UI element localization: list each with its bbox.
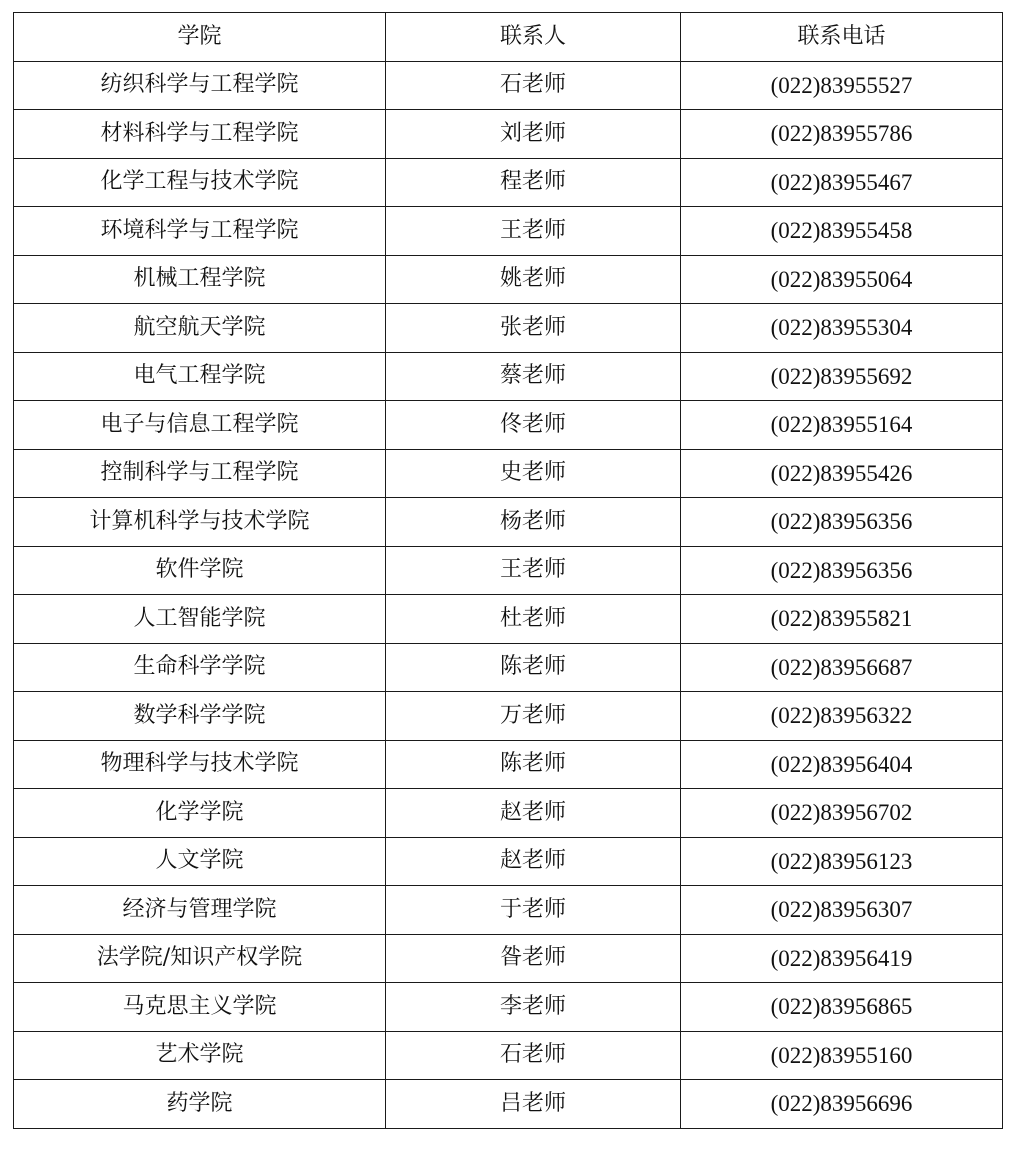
table-row	[14, 158, 1003, 207]
college-cell: 法学院/知识产权学院	[14, 934, 386, 983]
contact-cell: 于老师	[386, 886, 681, 935]
phone-cell: (022)83956123	[681, 837, 1003, 886]
contact-cell: 程老师	[386, 158, 681, 207]
phone-cell: (022)83956419	[681, 934, 1003, 983]
phone-cell: (022)83955527	[681, 61, 1003, 110]
table-row	[14, 304, 1003, 353]
contact-cell: 张老师	[386, 304, 681, 353]
phone-cell: (022)83955426	[681, 449, 1003, 498]
college-cell: 生命科学学院	[14, 643, 386, 692]
table-row	[14, 692, 1003, 741]
contact-cell: 石老师	[386, 61, 681, 110]
table-row	[14, 110, 1003, 159]
college-cell: 机械工程学院	[14, 255, 386, 304]
phone-cell: (022)83956696	[681, 1080, 1003, 1129]
contact-cell: 吕老师	[386, 1080, 681, 1129]
contact-cell: 杜老师	[386, 595, 681, 644]
table-row	[14, 1080, 1003, 1129]
table-row	[14, 1031, 1003, 1080]
college-cell: 人文学院	[14, 837, 386, 886]
contact-cell: 杨老师	[386, 498, 681, 547]
contact-cell: 蔡老师	[386, 352, 681, 401]
college-cell: 材料科学与工程学院	[14, 110, 386, 159]
table-row	[14, 595, 1003, 644]
table-row	[14, 352, 1003, 401]
college-cell: 化学学院	[14, 789, 386, 838]
phone-cell: (022)83956865	[681, 983, 1003, 1032]
college-cell: 化学工程与技术学院	[14, 158, 386, 207]
table-row	[14, 498, 1003, 547]
college-cell: 物理科学与技术学院	[14, 740, 386, 789]
table-row	[14, 837, 1003, 886]
college-cell: 药学院	[14, 1080, 386, 1129]
phone-cell: (022)83955821	[681, 595, 1003, 644]
college-cell: 艺术学院	[14, 1031, 386, 1080]
header-college: 学院	[14, 13, 386, 62]
phone-cell: (022)83955692	[681, 352, 1003, 401]
college-cell: 数学科学学院	[14, 692, 386, 741]
phone-cell: (022)83956356	[681, 498, 1003, 547]
table-header-row	[14, 13, 1003, 62]
contact-cell: 石老师	[386, 1031, 681, 1080]
contact-cell: 万老师	[386, 692, 681, 741]
college-cell: 电气工程学院	[14, 352, 386, 401]
table-row	[14, 643, 1003, 692]
college-cell: 控制科学与工程学院	[14, 449, 386, 498]
contact-cell: 姚老师	[386, 255, 681, 304]
phone-cell: (022)83956322	[681, 692, 1003, 741]
college-cell: 马克思主义学院	[14, 983, 386, 1032]
table-row	[14, 789, 1003, 838]
college-cell: 经济与管理学院	[14, 886, 386, 935]
college-cell: 航空航天学院	[14, 304, 386, 353]
college-cell: 纺织科学与工程学院	[14, 61, 386, 110]
table-row	[14, 934, 1003, 983]
phone-cell: (022)83955160	[681, 1031, 1003, 1080]
contact-cell: 史老师	[386, 449, 681, 498]
contact-cell: 陈老师	[386, 643, 681, 692]
contact-cell: 佟老师	[386, 401, 681, 450]
table-row	[14, 886, 1003, 935]
table-row	[14, 207, 1003, 256]
college-cell: 计算机科学与技术学院	[14, 498, 386, 547]
table-body	[14, 61, 1003, 1128]
phone-cell: (022)83955064	[681, 255, 1003, 304]
phone-cell: (022)83956687	[681, 643, 1003, 692]
header-contact: 联系人	[386, 13, 681, 62]
phone-cell: (022)83956702	[681, 789, 1003, 838]
table-row	[14, 255, 1003, 304]
phone-cell: (022)83956307	[681, 886, 1003, 935]
college-cell: 环境科学与工程学院	[14, 207, 386, 256]
contact-cell: 赵老师	[386, 789, 681, 838]
contact-cell: 刘老师	[386, 110, 681, 159]
phone-cell: (022)83955164	[681, 401, 1003, 450]
table-row	[14, 740, 1003, 789]
college-cell: 电子与信息工程学院	[14, 401, 386, 450]
contact-cell: 王老师	[386, 546, 681, 595]
contact-table	[13, 12, 1003, 1129]
contact-cell: 昝老师	[386, 934, 681, 983]
table-row	[14, 401, 1003, 450]
phone-cell: (022)83955786	[681, 110, 1003, 159]
phone-cell: (022)83955458	[681, 207, 1003, 256]
college-cell: 人工智能学院	[14, 595, 386, 644]
table-row	[14, 449, 1003, 498]
contact-cell: 陈老师	[386, 740, 681, 789]
contact-cell: 赵老师	[386, 837, 681, 886]
table-row	[14, 61, 1003, 110]
phone-cell: (022)83956356	[681, 546, 1003, 595]
contact-cell: 李老师	[386, 983, 681, 1032]
table-row	[14, 546, 1003, 595]
table-row	[14, 983, 1003, 1032]
contact-cell: 王老师	[386, 207, 681, 256]
phone-cell: (022)83955467	[681, 158, 1003, 207]
phone-cell: (022)83955304	[681, 304, 1003, 353]
header-phone: 联系电话	[681, 13, 1003, 62]
college-cell: 软件学院	[14, 546, 386, 595]
phone-cell: (022)83956404	[681, 740, 1003, 789]
